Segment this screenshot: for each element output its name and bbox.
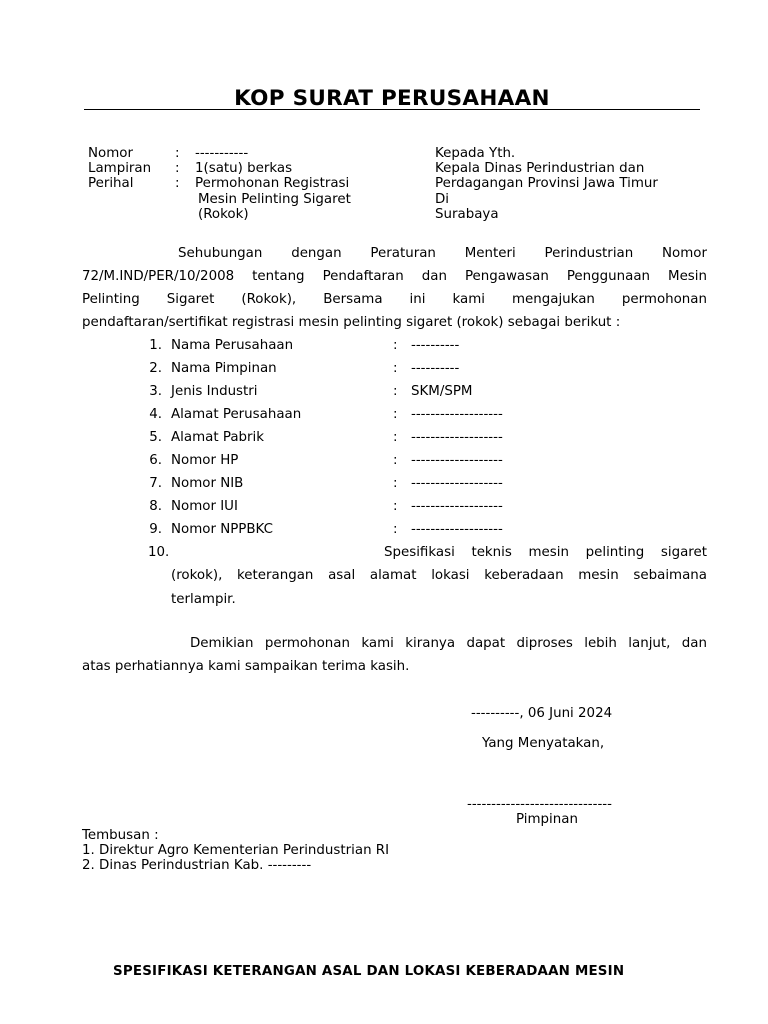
recipient-line: Di xyxy=(435,192,450,207)
item-value: ---------- xyxy=(411,338,460,353)
item-label: Nama Pimpinan xyxy=(171,361,277,376)
item-label: Nomor NPPBKC xyxy=(171,522,273,537)
item-label: Jenis Industri xyxy=(171,384,258,399)
letterhead-title: KOP SURAT PERUSAHAAN xyxy=(234,86,550,111)
item-colon: : xyxy=(393,522,398,537)
item-colon: : xyxy=(393,499,398,514)
nomor-colon: : xyxy=(175,146,180,161)
perihal-colon: : xyxy=(175,176,180,191)
perihal-value-line1: Permohonan Registrasi xyxy=(195,176,350,191)
perihal-label: Perihal xyxy=(88,176,134,191)
item-number: 2. xyxy=(149,361,162,376)
item-label: Nomor HP xyxy=(171,453,239,468)
signature-role: Pimpinan xyxy=(516,812,578,827)
closing-line: Demikian permohonan kami kiranya dapat diproses lebih lanjut, dan xyxy=(190,636,707,651)
letterhead-rule xyxy=(84,109,700,110)
item-value: SKM/SPM xyxy=(411,384,473,399)
item-label: Nomor IUI xyxy=(171,499,238,514)
lampiran-value: 1(satu) berkas xyxy=(195,161,293,176)
item10-line: Spesifikasi teknis mesin pelinting sigaret xyxy=(384,545,707,560)
signature-line: ------------------------------ xyxy=(467,797,612,812)
item10-line: terlampir. xyxy=(171,592,236,607)
item-number: 8. xyxy=(149,499,162,514)
item-colon: : xyxy=(393,476,398,491)
nomor-label: Nomor xyxy=(88,146,133,161)
recipient-line: Kepada Yth. xyxy=(435,146,516,161)
item-colon: : xyxy=(393,338,398,353)
lampiran-colon: : xyxy=(175,161,180,176)
item-number: 5. xyxy=(149,430,162,445)
intro-line: pendaftaran/sertifikat registrasi mesin pelinting sigaret (rokok) sebagai berikut : xyxy=(82,315,621,330)
section-title: SPESIFIKASI KETERANGAN ASAL DAN LOKASI KEBERADAAN MESIN xyxy=(113,964,625,979)
item-value: ------------------- xyxy=(411,499,503,514)
item-value: ------------------- xyxy=(411,407,503,422)
item-number: 1. xyxy=(149,338,162,353)
intro-line: 72/M.IND/PER/10/2008 tentang Pendaftaran dan Pengawasan Penggunaan Mesin xyxy=(82,269,707,284)
item-number: 10. xyxy=(148,545,170,560)
item-value: ------------------- xyxy=(411,453,503,468)
tembusan-item: 2. Dinas Perindustrian Kab. --------- xyxy=(82,858,312,873)
perihal-value-line3: (Rokok) xyxy=(198,207,249,222)
tembusan-label: Tembusan : xyxy=(82,828,159,843)
recipient-line: Kepala Dinas Perindustrian dan xyxy=(435,161,645,176)
nomor-value: ----------- xyxy=(195,146,249,161)
item-label: Nomor NIB xyxy=(171,476,244,491)
item-colon: : xyxy=(393,430,398,445)
item-label: Nama Perusahaan xyxy=(171,338,294,353)
item-value: ------------------- xyxy=(411,522,503,537)
item-colon: : xyxy=(393,361,398,376)
item-number: 7. xyxy=(149,476,162,491)
tembusan-item: 1. Direktur Agro Kementerian Perindustrian RI xyxy=(82,843,390,858)
item-value: ---------- xyxy=(411,361,460,376)
item-number: 6. xyxy=(149,453,162,468)
intro-line: Sehubungan dengan Peraturan Menteri Perindustrian Nomor xyxy=(178,246,707,261)
item-number: 3. xyxy=(149,384,162,399)
item-label: Alamat Pabrik xyxy=(171,430,265,445)
closing-line: atas perhatiannya kami sampaikan terima kasih. xyxy=(82,659,410,674)
item-value: ------------------- xyxy=(411,476,503,491)
perihal-value-line2: Mesin Pelinting Sigaret xyxy=(198,192,351,207)
item10-line: (rokok), keterangan asal alamat lokasi keberadaan mesin sebaimana xyxy=(171,568,707,583)
item-colon: : xyxy=(393,384,398,399)
item-number: 9. xyxy=(149,522,162,537)
item-colon: : xyxy=(393,407,398,422)
lampiran-label: Lampiran xyxy=(88,161,152,176)
signature-date: ----------, 06 Juni 2024 xyxy=(471,706,613,721)
intro-line: Pelinting Sigaret (Rokok), Bersama ini kami mengajukan permohonan xyxy=(82,292,707,307)
item-value: ------------------- xyxy=(411,430,503,445)
signature-statement: Yang Menyatakan, xyxy=(482,736,605,751)
recipient-city: Surabaya xyxy=(435,207,499,222)
item-number: 4. xyxy=(149,407,162,422)
item-colon: : xyxy=(393,453,398,468)
item-label: Alamat Perusahaan xyxy=(171,407,302,422)
recipient-line: Perdagangan Provinsi Jawa Timur xyxy=(435,176,658,191)
